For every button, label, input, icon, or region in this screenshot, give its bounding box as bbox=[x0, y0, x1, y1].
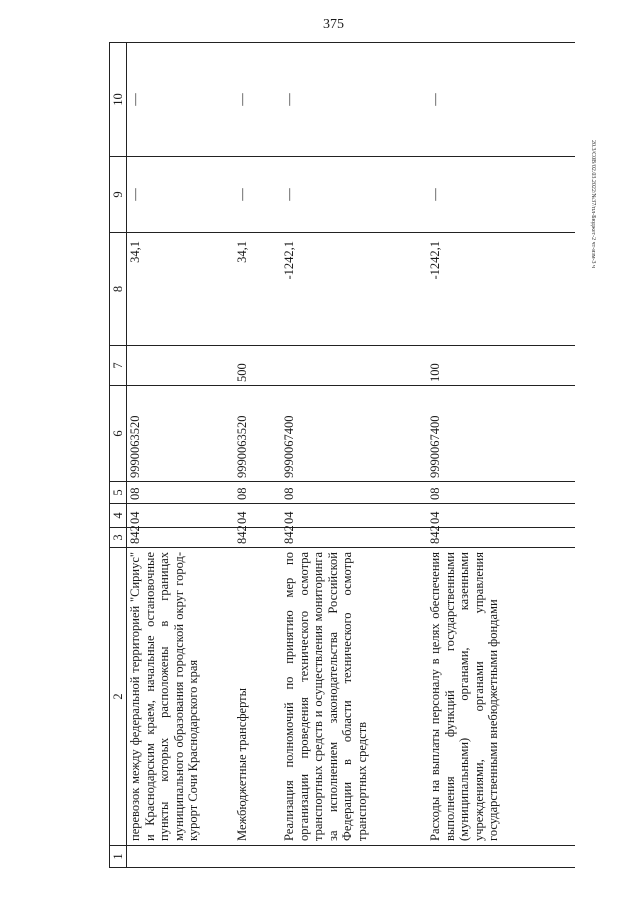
table-row bbox=[281, 43, 427, 868]
cell-subsection: 08 bbox=[234, 482, 281, 504]
cell-col-9: — bbox=[427, 157, 575, 233]
cell-subsection: 08 bbox=[281, 482, 427, 504]
header-cell: 2 bbox=[110, 548, 127, 846]
cell-amount: 34,1 bbox=[234, 233, 281, 346]
header-cell: 4 bbox=[110, 504, 127, 528]
cell-index bbox=[127, 846, 235, 868]
cell-description: Расходы на выплаты персоналу в целях обеспечения выполнения функций государственными (муниципальными) органами, казенными учреждениями, органами управления государственными внебюджетными фондами bbox=[427, 548, 575, 846]
cell-target-article: 9990063520 bbox=[127, 386, 235, 482]
table-row bbox=[427, 43, 575, 868]
header-cell: 8 bbox=[110, 233, 127, 346]
cell-index bbox=[234, 846, 281, 868]
cell-expense-type: 500 bbox=[234, 346, 281, 386]
cell-col-10: — bbox=[427, 43, 575, 157]
cell-amount: 34,1 bbox=[127, 233, 235, 346]
cell-ministry-code: 842 bbox=[427, 528, 575, 548]
cell-target-article: 9990067400 bbox=[427, 386, 575, 482]
cell-amount: -1242,1 bbox=[427, 233, 575, 346]
header-cell: 10 bbox=[110, 43, 127, 157]
cell-ministry-code: 842 bbox=[281, 528, 427, 548]
cell-target-article: 9990063520 bbox=[234, 386, 281, 482]
cell-section: 04 bbox=[281, 504, 427, 528]
cell-index bbox=[281, 846, 427, 868]
header-cell: 5 bbox=[110, 482, 127, 504]
header-cell: 1 bbox=[110, 846, 127, 868]
cell-section: 04 bbox=[427, 504, 575, 528]
cell-description: Реализация полномочий по принятию мер по организации проведения технического осмотра транспортных средств и осуществления мониторинга за исполнением законодательства Российской Федерации в области технического осмотра транспортных средств bbox=[281, 548, 427, 846]
cell-col-10: — bbox=[127, 43, 235, 157]
cell-expense-type: 100 bbox=[427, 346, 575, 386]
cell-section: 04 bbox=[127, 504, 235, 528]
cell-ministry-code: 842 bbox=[234, 528, 281, 548]
cell-target-article: 9990067400 bbox=[281, 386, 427, 482]
cell-subsection: 08 bbox=[427, 482, 575, 504]
header-cell: 6 bbox=[110, 386, 127, 482]
cell-description: Межбюджетные трансферты bbox=[234, 548, 281, 846]
cell-section: 04 bbox=[234, 504, 281, 528]
cell-col-9: — bbox=[127, 157, 235, 233]
cell-subsection: 08 bbox=[127, 482, 235, 504]
header-row bbox=[110, 43, 127, 868]
cell-col-9: — bbox=[281, 157, 427, 233]
cell-expense-type bbox=[281, 346, 427, 386]
cell-ministry-code: 842 bbox=[127, 528, 235, 548]
budget-table-rotated bbox=[109, 43, 604, 868]
table-row bbox=[127, 43, 235, 868]
cell-expense-type bbox=[127, 346, 235, 386]
budget-table bbox=[109, 42, 575, 868]
header-cell: 9 bbox=[110, 157, 127, 233]
header-cell: 3 bbox=[110, 528, 127, 548]
cell-col-10: — bbox=[234, 43, 281, 157]
page-number: 375 bbox=[323, 17, 344, 32]
cell-index bbox=[427, 846, 575, 868]
cell-col-9: — bbox=[234, 157, 281, 233]
table-row bbox=[234, 43, 281, 868]
cell-col-10: — bbox=[281, 43, 427, 157]
cell-amount: -1242,1 bbox=[281, 233, 427, 346]
cell-description: перевозок между федеральной территорией "Сириус" и Краснодарским краем, начальные остановочные пункты которых расположены в границах муниципального образования городской округ город-курорт Сочи Краснодарского края bbox=[127, 548, 235, 846]
header-cell: 7 bbox=[110, 346, 127, 386]
side-note: 20.3/С0В/02.03.2022/№37/пл-Бюджет-2 чт-изм-3 ч bbox=[590, 140, 596, 269]
